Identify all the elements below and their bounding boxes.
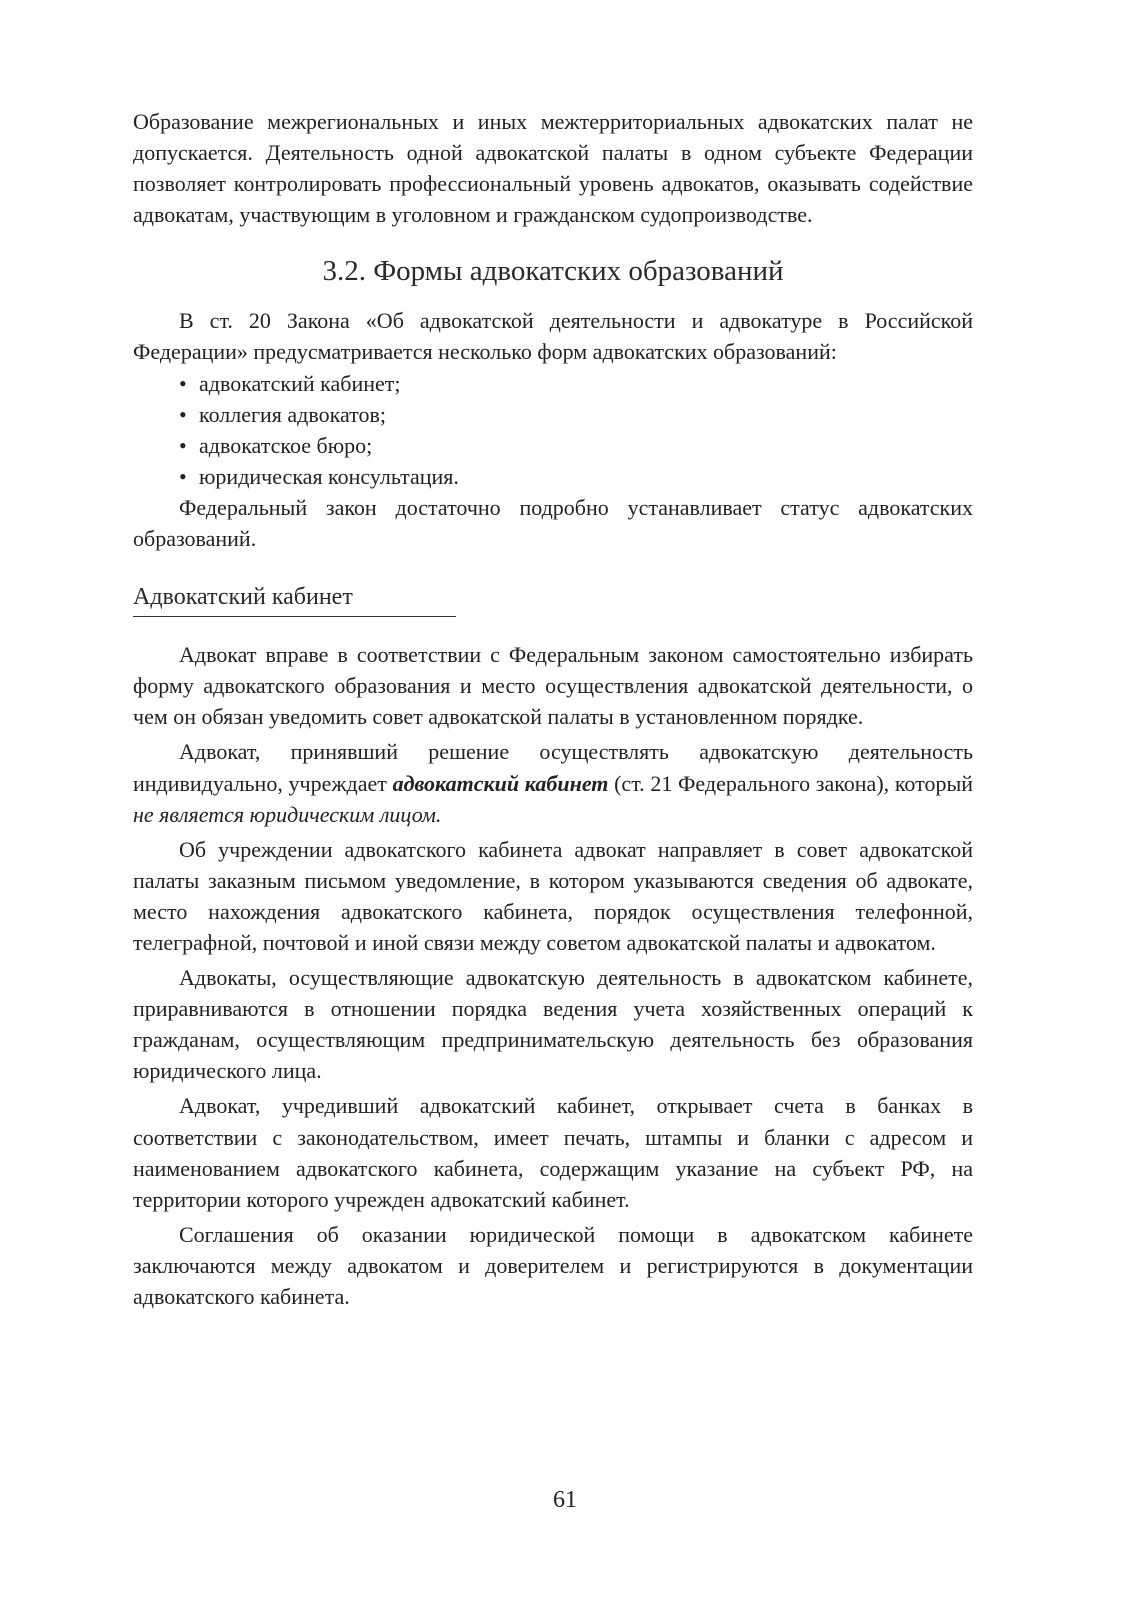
paragraph-2-middle: (ст. 21 Федерального закона), который (608, 770, 973, 796)
intro-paragraph: Образование межрегиональных и иных межтерриториальных адвокатских палат не допускается. Деятельность одной адвокатской палаты в одном субъекте Федерации позволяет контролировать профессиональный уровень адвокатов, оказывать содействие адвокатам, участвующим в уголовном и гражданском судопроизводстве. (133, 109, 973, 228)
section-title: 3.2. Формы адвокатских образований (322, 255, 784, 288)
bullet-icon: • (179, 370, 187, 396)
page-number: 61 (553, 1487, 577, 1513)
paragraph-2 (133, 736, 973, 829)
bullet-icon: • (179, 401, 187, 427)
defined-term: адвокатский кабинет (392, 770, 609, 796)
list-item-text: адвокатское бюро; (199, 432, 373, 458)
page-body (133, 106, 973, 1312)
list-item-text: адвокатский кабинет; (199, 370, 401, 396)
list-item (179, 368, 973, 399)
bullet-icon: • (179, 463, 187, 489)
paragraph-4: Адвокаты, осуществляющие адвокатскую деятельность в адвокатском кабинете, приравниваются в отношении порядка ведения учета хозяйственных операций к гражданам, осуществляющим предпринимательскую деятельность без образования юридического лица. (133, 965, 973, 1084)
bullet-icon: • (179, 432, 187, 458)
paragraph-2-start: Адвокат, принявший решение осуществлять адвокатскую деятельность индивидуально, учреждает (133, 739, 973, 796)
emphasis-text: не является юридическим лицом. (133, 801, 442, 827)
paragraph-3: Об учреждении адвокатского кабинета адвокат направляет в совет адвокатской палаты заказным письмом уведомление, в котором указываются сведения об адвокате, место нахождения адвокатского кабинета, порядок осуществления телефонной, телеграфной, почтовой и иной связи между советом адвокатской палаты и адвокатом. (133, 836, 973, 955)
paragraph-1: Адвокат вправе в соответствии с Федеральным законом самостоятельно избирать форму адвокатского образования и место осуществления адвокатской деятельности, о чем он обязан уведомить совет адвокатской палаты в установленном порядке. (133, 642, 973, 730)
list-item (179, 430, 973, 461)
section-outro-paragraph: Федеральный закон достаточно подробно устанавливает статус адвокатских образований. (133, 494, 973, 552)
paragraph-6: Соглашения об оказании юридической помощи в адвокатском кабинете заключаются между адвокатом и доверителем и регистрируются в документации адвокатского кабинета. (133, 1221, 973, 1309)
subheading: Адвокатский кабинет (133, 582, 456, 617)
list-item (179, 399, 973, 430)
list-item-text: юридическая консультация. (199, 463, 459, 489)
forms-list (133, 368, 973, 492)
section-intro-paragraph: В ст. 20 Закона «Об адвокатской деятельности и адвокатуре в Российской Федерации» предусматривается несколько форм адвокатских образований: (133, 308, 973, 365)
list-item-text: коллегия адвокатов; (199, 401, 386, 427)
paragraph-5: Адвокат, учредивший адвокатский кабинет, открывает счета в банках в соответствии с законодательством, имеет печать, штампы и бланки с адресом и наименованием адвокатского кабинета, содержащим указание на субъект РФ, на территории которого учрежден адвокатский кабинет. (133, 1093, 973, 1212)
list-item (179, 461, 973, 492)
